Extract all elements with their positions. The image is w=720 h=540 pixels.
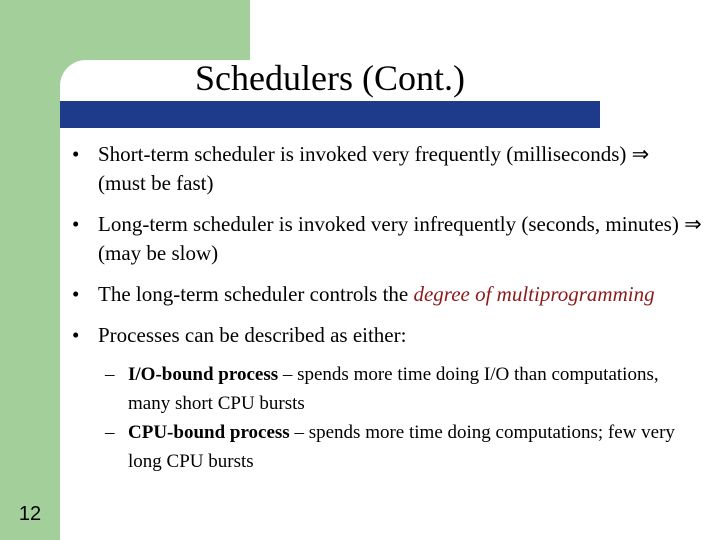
sub-bullet-list <box>72 360 702 476</box>
sub-bullet-text: – spends more time doing computations; few very long CPU bursts <box>128 422 675 472</box>
slide-body <box>72 140 702 476</box>
sub-bullet-marker: – <box>105 422 115 443</box>
bullet-marker: • <box>72 212 80 236</box>
bullet-text: Long-term scheduler is invoked very infrequently (seconds, minutes) ⇒ (may be slow) <box>98 212 702 265</box>
term-text: I/O-bound process <box>128 364 279 385</box>
bullet-marker: • <box>72 142 80 166</box>
bullet-text: The long-term scheduler controls the <box>98 282 414 306</box>
bullet-marker: • <box>72 282 80 306</box>
bullet-item <box>72 140 702 198</box>
bullet-text: Processes can be described as either: <box>98 323 407 347</box>
sub-bullet-text: – spends more time doing I/O than computations, many short CPU bursts <box>128 364 659 414</box>
bullet-item <box>72 280 702 309</box>
emphasis-text: degree of multiprogramming <box>413 282 655 306</box>
page-number: 12 <box>18 503 42 525</box>
sub-bullet-item <box>72 418 702 476</box>
bullet-text: Short-term scheduler is invoked very frequently (milliseconds) ⇒ (must be fast) <box>98 142 650 195</box>
bullet-item <box>72 321 702 350</box>
sub-bullet-marker: – <box>105 364 115 385</box>
title-underline-bar <box>60 101 600 128</box>
bullet-item <box>72 210 702 268</box>
bullet-marker: • <box>72 323 80 347</box>
term-text: CPU-bound process <box>128 422 290 443</box>
slide-title: Schedulers (Cont.) <box>195 58 465 98</box>
sub-bullet-item <box>72 360 702 418</box>
